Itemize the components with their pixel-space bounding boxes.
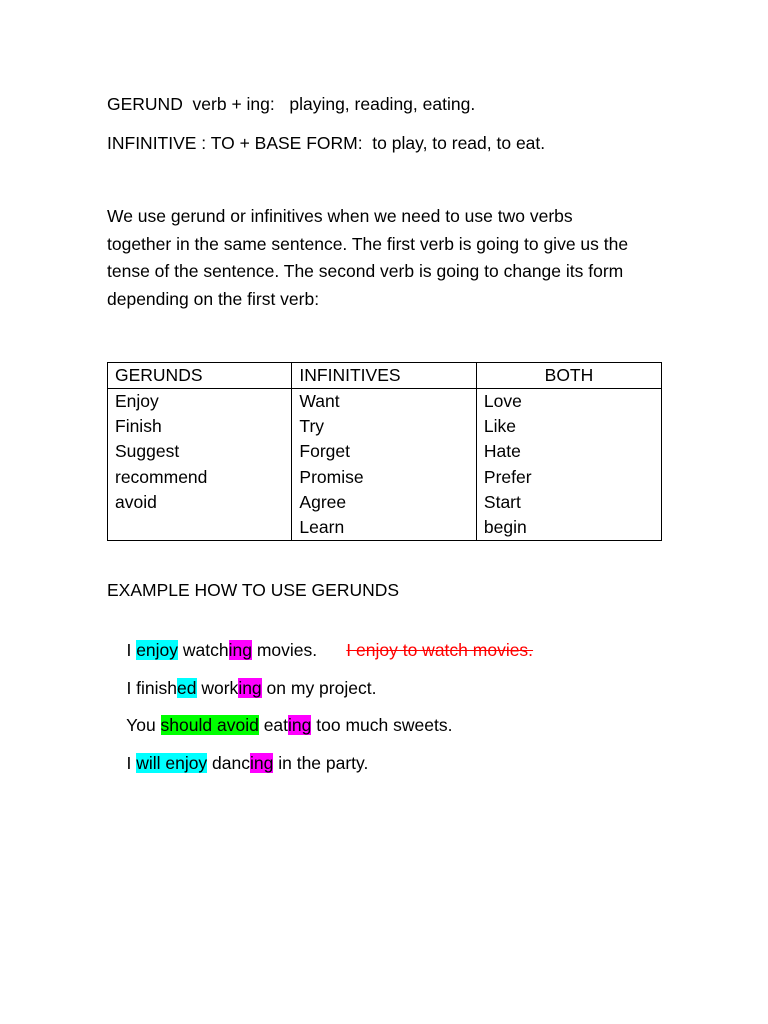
- sentence-segment: too much sweets.: [311, 715, 453, 735]
- both-verb: Love: [483, 391, 522, 411]
- example-sentence-4: [107, 730, 368, 796]
- gerund-verb: recommend: [115, 466, 208, 487]
- both-verb: begin: [483, 517, 527, 538]
- gerund-verb: Enjoy: [115, 391, 159, 411]
- gerund-definition: GERUND verb + ing: playing, reading, eating.: [107, 94, 476, 114]
- infinitive-verb: Promise: [299, 466, 364, 487]
- intro-line: together in the same sentence. The first verb is going to give us the: [107, 233, 629, 254]
- sentence-segment: in the party.: [273, 753, 369, 773]
- header-both: BOTH: [476, 363, 661, 389]
- ending-highlight: ing: [228, 640, 252, 660]
- verb-highlight: should avoid: [160, 715, 259, 735]
- infinitive-verb: Agree: [299, 491, 347, 512]
- verb-highlight: will enjoy: [136, 753, 208, 773]
- sentence-segment: work: [196, 678, 239, 698]
- sentence-segment: watch: [178, 640, 229, 660]
- intro-line: We use gerund or infinitives when we need to use two verbs: [107, 206, 573, 226]
- header-gerunds: GERUNDS: [108, 363, 292, 389]
- sentence-segment: movies.: [251, 640, 347, 660]
- both-verb: Prefer: [483, 466, 532, 487]
- incorrect-example: I enjoy to watch movies.: [346, 640, 534, 660]
- sentence-segment: danc: [207, 753, 250, 773]
- infinitive-verb: Want: [299, 391, 340, 411]
- verb-highlight: enjoy: [136, 640, 179, 660]
- infinitive-verb: Forget: [299, 441, 350, 462]
- gerund-verb: avoid: [115, 491, 157, 512]
- sentence-segment: I: [126, 753, 137, 773]
- infinitive-definition: INFINITIVE : TO + BASE FORM: to play, to read, to eat.: [107, 133, 546, 153]
- infinitive-verb: Try: [299, 416, 325, 437]
- both-verb: Hate: [483, 441, 521, 462]
- ending-highlight: ing: [288, 715, 312, 735]
- gerund-verb: Suggest: [115, 441, 180, 462]
- verb-table-body-row: [108, 389, 662, 541]
- ending-highlight: ing: [250, 753, 274, 773]
- sentence-segment: I: [126, 640, 137, 660]
- sentence-segment: I finish: [126, 678, 178, 698]
- tense-highlight: ed: [177, 678, 197, 698]
- both-cell: [476, 389, 661, 541]
- sentence-segment: You: [126, 715, 161, 735]
- gerunds-cell: [108, 389, 292, 541]
- intro-line: depending on the first verb:: [107, 288, 320, 309]
- sentence-segment: on my project.: [261, 678, 377, 698]
- header-infinitives: INFINITIVES: [292, 363, 476, 389]
- gerund-verb: Finish: [115, 416, 162, 437]
- sentence-segment: eat: [258, 715, 289, 735]
- infinitives-cell: [292, 389, 476, 541]
- intro-paragraph: [107, 203, 667, 313]
- ending-highlight: ing: [238, 678, 262, 698]
- verb-table-header-row: [108, 363, 662, 389]
- both-verb: Like: [483, 416, 517, 437]
- examples-heading: EXAMPLE HOW TO USE GERUNDS: [107, 580, 400, 600]
- both-verb: Start: [483, 491, 521, 512]
- verb-table: [107, 362, 662, 541]
- infinitive-verb: Learn: [299, 517, 345, 538]
- intro-line: tense of the sentence. The second verb is going to change its form: [107, 261, 624, 281]
